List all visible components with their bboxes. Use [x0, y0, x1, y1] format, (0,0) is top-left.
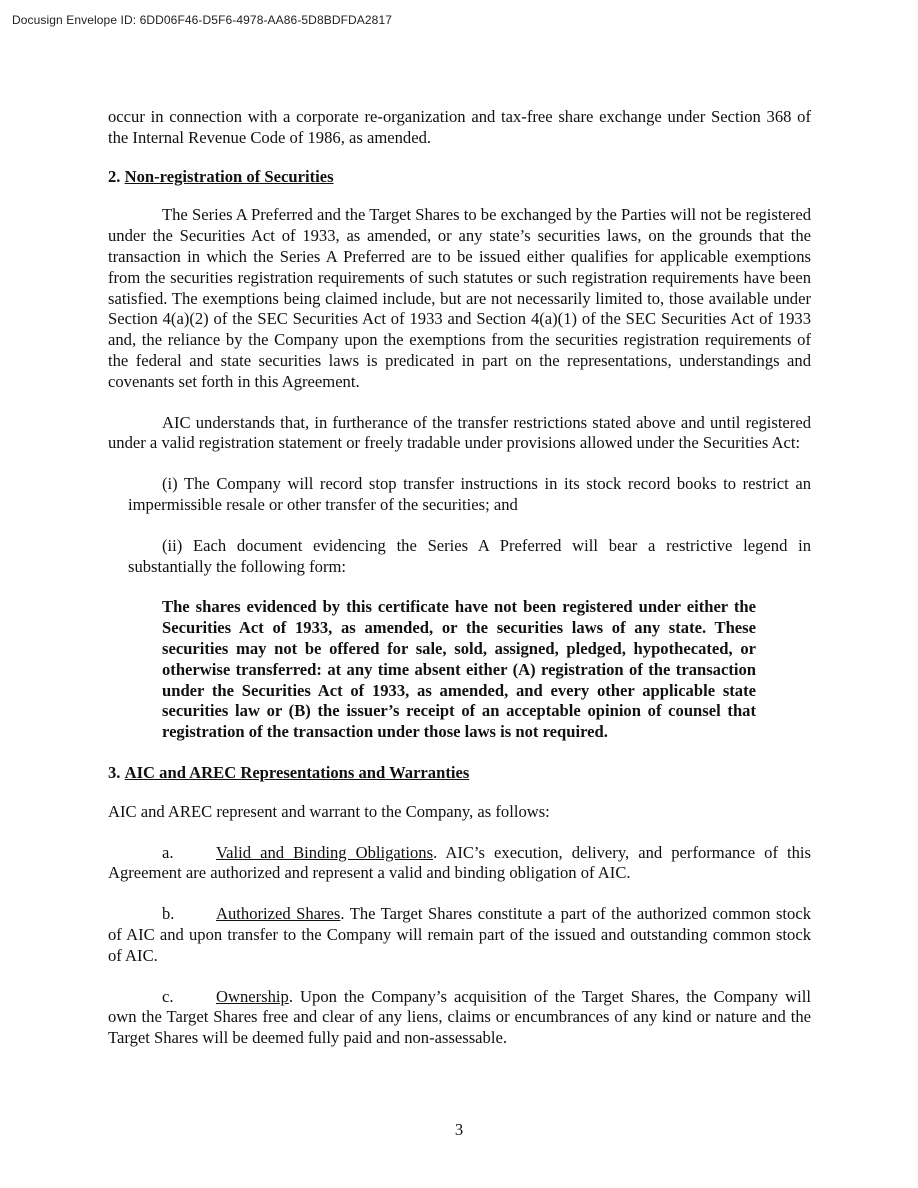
section-3-item-c [108, 987, 811, 1049]
item-c-letter: c. [162, 986, 174, 1006]
docusign-envelope-id: Docusign Envelope ID: 6DD06F46-D5F6-4978-AA86-5D8BDFDA2817 [12, 13, 392, 27]
section-2-item-ii: (ii) Each document evidencing the Series A Preferred will bear a restrictive legend in substantially the following form: [128, 535, 811, 576]
item-a-letter: a. [162, 842, 174, 862]
item-c-title: Ownership [216, 986, 289, 1006]
section-2-item-i: (i) The Company will record stop transfer instructions in its stock record books to restrict an impermissible resale or other transfer of the securities; and [128, 474, 811, 514]
section-2-title: Non-registration of Securities [124, 166, 334, 186]
intro-paragraph: occur in connection with a corporate re-organization and tax-free share exchange under Section 368 of the Internal Revenue Code of 1986, as amended. [108, 107, 811, 147]
section-2-paragraph-1: The Series A Preferred and the Target Shares to be exchanged by the Parties will not be registered under the Securities Act of 1933, as amended, or any state’s securities laws, on the grounds that the transaction in which the Series A Preferred are to be issued either qualifies for applicable exemptions from the securities registration requirements of such statutes or such registration requirements have been satisfied. The exemptions being claimed include, but are not necessarily limited to, those available under Section 4(a)(2) of the SEC Securities Act of 1933 and Section 4(a)(1) of the SEC Securities Act of 1933 and, the reliance by the Company upon the exemptions from the securities registration requirements of the federal and state securities laws is predicated in part on the representations, understandings and covenants set forth in this Agreement. [108, 205, 811, 391]
section-3-item-a [108, 843, 811, 885]
section-2-heading [108, 167, 811, 188]
section-2-paragraph-2: AIC understands that, in furtherance of the transfer restrictions stated above and until registered under a valid registration statement or freely tradable under provisions allowed under the Securities Act: [108, 412, 811, 453]
section-2-number: 2. [108, 166, 121, 186]
item-a-text: . AIC’s execution, delivery, and performance of this Agreement are authorized and represent a valid and binding obligation of AIC. [108, 842, 811, 883]
item-b-title: Authorized Shares [216, 904, 341, 924]
item-a-title: Valid and Binding Obligations [216, 842, 434, 862]
restrictive-legend: The shares evidenced by this certificate have not been registered under either the Securities Act of 1933, as amended, or the securities laws of any state. These securities may not be offered for sale, sold, assigned, pledged, hypothecated, or otherwise transferred: at any time absent either (A) registration of the transaction under the Securities Act of 1933, as amended, and every other applicable state securities law or (B) the issuer’s receipt of an acceptable opinion of counsel that registration of the transaction under those laws is not required. [162, 597, 756, 742]
section-3-intro: AIC and AREC represent and warrant to the Company, as follows: [108, 801, 550, 821]
item-c-text: . Upon the Company’s acquisition of the Target Shares, the Company will own the Target Shares free and clear of any liens, claims or encumbrances of any kind or nature and the Target Shares will be deemed fully paid and non-assessable. [108, 986, 811, 1048]
page-number: 3 [454, 1120, 464, 1139]
item-b-letter: b. [162, 904, 175, 924]
section-3-item-b [108, 904, 811, 966]
section-3-title: AIC and AREC Representations and Warranties [124, 762, 470, 782]
document-body [108, 107, 811, 1049]
section-3-heading [108, 763, 811, 784]
section-3-number: 3. [108, 762, 121, 782]
item-b-text: . The Target Shares constitute a part of the authorized common stock of AIC and upon transfer to the Company will remain part of the issued and outstanding common stock of AIC. [108, 904, 811, 965]
